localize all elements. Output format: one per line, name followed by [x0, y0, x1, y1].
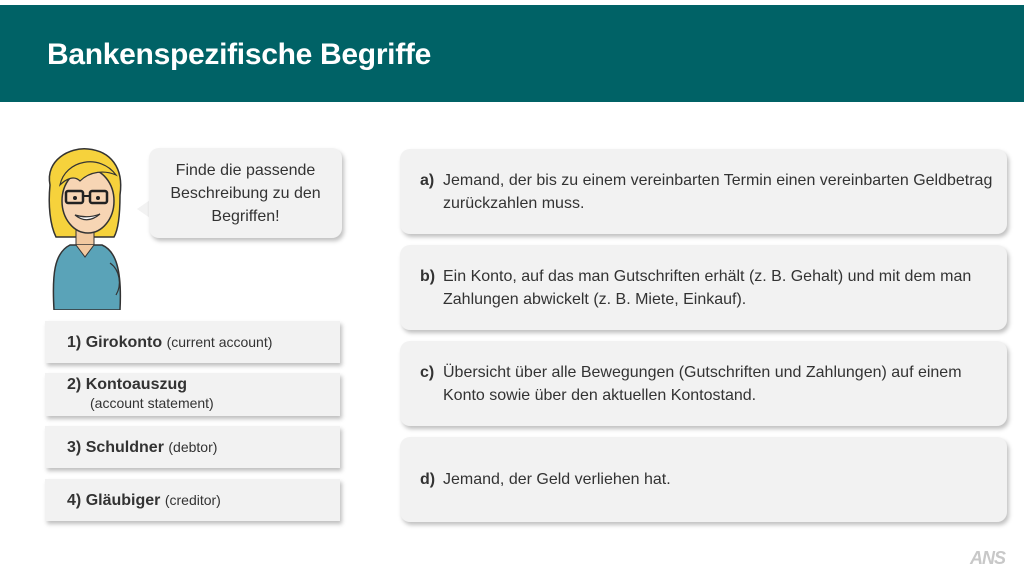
- term-translation: (creditor): [164, 492, 221, 508]
- page-title: Bankenspezifische Begriffe: [47, 38, 431, 71]
- term-translation: (account statement): [90, 395, 214, 411]
- description-letter: d): [420, 471, 436, 488]
- description-text: Übersicht über alle Bewegungen (Gutschriften und Zahlungen) auf einem Konto sowie über den aktuellen Kontostand.: [443, 363, 962, 404]
- description-text: Ein Konto, auf das man Gutschriften erhält (z. B. Gehalt) und mit dem man Zahlungen abwickelt (z. B. Miete, Einkauf).: [443, 267, 972, 308]
- brand-logo: ANS: [970, 548, 1006, 568]
- term-translation: (current account): [166, 334, 273, 350]
- speech-bubble: Finde die passende Beschreibung zu den Begriffen!: [149, 148, 342, 238]
- term-number: 3): [67, 439, 82, 456]
- description-text: Jemand, der Geld verliehen hat.: [443, 471, 671, 488]
- description-letter: c): [420, 363, 435, 381]
- term-translation: (debtor): [168, 439, 218, 455]
- term-card-2[interactable]: [45, 373, 340, 416]
- term-word: Girokonto: [85, 334, 163, 351]
- term-word: Schuldner: [85, 439, 164, 456]
- teacher-avatar: [40, 145, 130, 310]
- description-text: Jemand, der bis zu einem vereinbarten Termin einen vereinbarten Geldbetrag zurückzahlen muss.: [443, 171, 993, 212]
- term-word: Kontoauszug: [85, 376, 188, 393]
- description-card-b[interactable]: [400, 245, 1007, 330]
- description-letter: b): [420, 267, 436, 285]
- header-bar: [0, 5, 1024, 102]
- term-card-1[interactable]: [45, 321, 340, 363]
- term-word: Gläubiger: [85, 492, 161, 509]
- description-card-c[interactable]: [400, 341, 1007, 426]
- term-number: 2): [67, 376, 82, 393]
- term-card-3[interactable]: [45, 426, 340, 468]
- description-card-a[interactable]: [400, 149, 1007, 234]
- description-letter: a): [420, 171, 435, 189]
- term-number: 4): [67, 492, 82, 509]
- term-card-4[interactable]: [45, 479, 340, 521]
- description-card-d[interactable]: [400, 437, 1007, 522]
- term-number: 1): [67, 334, 82, 351]
